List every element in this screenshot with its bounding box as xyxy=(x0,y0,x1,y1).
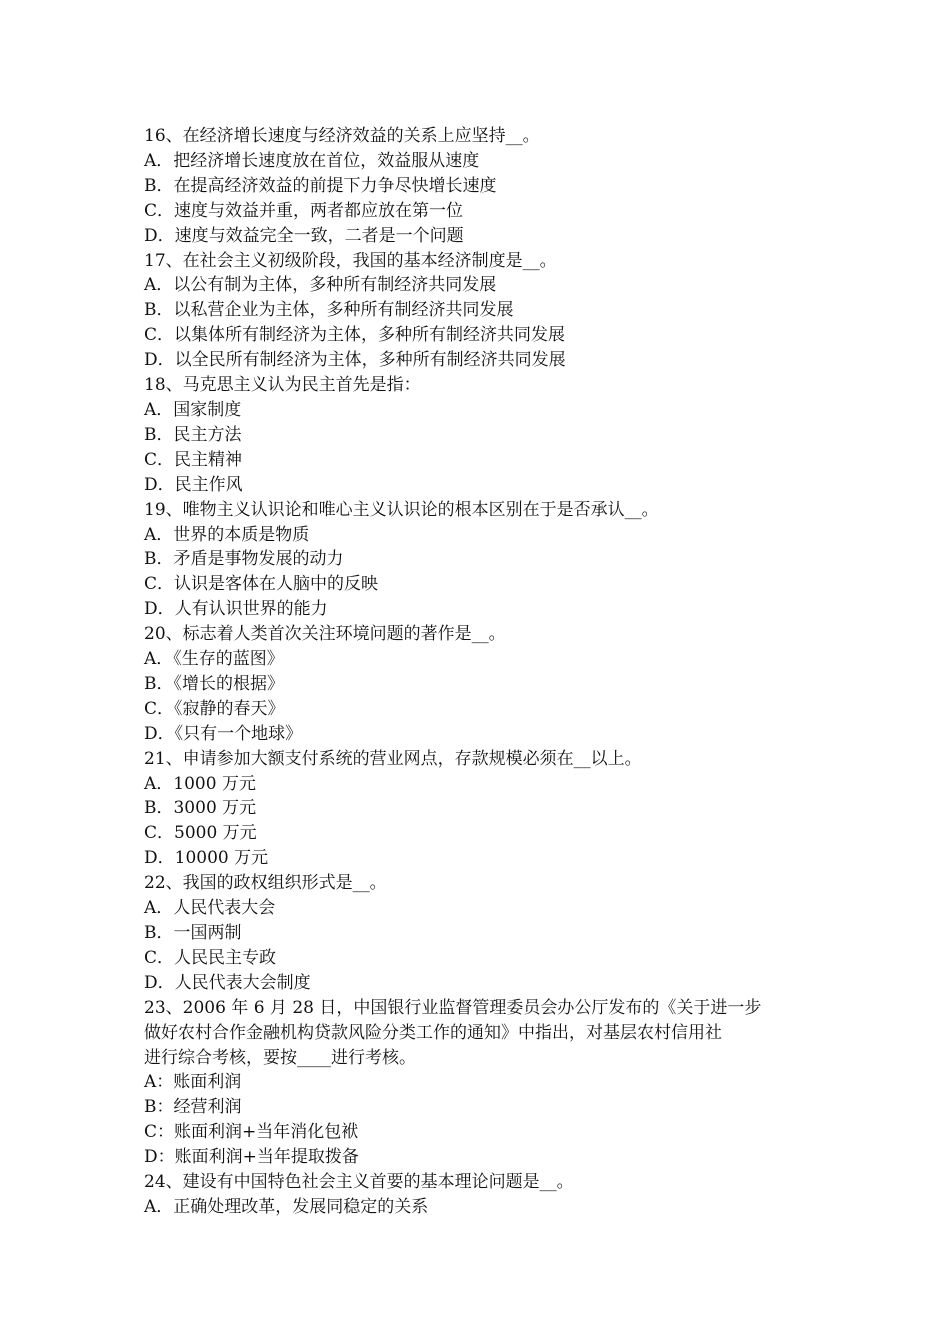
option-c: C：账面利润+当年消化包袱 xyxy=(144,1122,359,1143)
document-page xyxy=(144,124,824,1220)
question-stem: 22、我国的政权组织形式是__。 xyxy=(144,873,387,894)
option-a: A．把经济增长速度放在首位，效益服从速度 xyxy=(144,150,480,171)
option-b: B．在提高经济效益的前提下力争尽快增长速度 xyxy=(144,175,497,196)
option-a: A．1000 万元 xyxy=(144,773,256,794)
question-18 xyxy=(144,373,824,498)
option-b: B．《增长的根据》 xyxy=(144,673,284,694)
question-23 xyxy=(144,996,824,1170)
option-a: A．人民代表大会 xyxy=(144,898,276,919)
question-stem: 17、在社会主义初级阶段，我国的基本经济制度是__。 xyxy=(144,250,557,271)
option-d: D．速度与效益完全一致，二者是一个问题 xyxy=(144,225,464,246)
option-c: C．认识是客体在人脑中的反映 xyxy=(144,574,379,595)
option-b: B．3000 万元 xyxy=(144,798,257,819)
question-stem: 19、唯物主义认识论和唯心主义认识论的根本区别在于是否承认__。 xyxy=(144,499,659,520)
option-b: B．矛盾是事物发展的动力 xyxy=(144,549,344,570)
question-22 xyxy=(144,871,824,996)
question-stem: 24、建设有中国特色社会主义首要的基本理论问题是__。 xyxy=(144,1172,574,1193)
option-c: C．民主精神 xyxy=(144,449,243,470)
question-16 xyxy=(144,124,824,249)
question-stem: 18、马克思主义认为民主首先是指： xyxy=(144,375,421,396)
question-stem-line-3: 进行综合考核，要按____进行考核。 xyxy=(144,1047,416,1068)
option-b: B．以私营企业为主体，多种所有制经济共同发展 xyxy=(144,300,514,321)
question-20 xyxy=(144,622,824,747)
option-c: C．速度与效益并重，两者都应放在第一位 xyxy=(144,200,464,221)
option-d: D．以全民所有制经济为主体，多种所有制经济共同发展 xyxy=(144,350,566,371)
question-stem: 16、在经济增长速度与经济效益的关系上应坚持__。 xyxy=(144,126,540,146)
option-c: C．《寂静的春天》 xyxy=(144,698,285,719)
option-a: A：账面利润 xyxy=(144,1072,242,1093)
option-a: A．国家制度 xyxy=(144,399,242,420)
option-b: B：经营利润 xyxy=(144,1097,242,1118)
option-d: D：账面利润+当年提取拨备 xyxy=(144,1147,359,1168)
option-d: D．人有认识世界的能力 xyxy=(144,599,328,620)
option-d: D．人民代表大会制度 xyxy=(144,972,311,993)
question-stem: 20、标志着人类首次关注环境问题的著作是__。 xyxy=(144,624,506,645)
option-a: A．《生存的蓝图》 xyxy=(144,649,284,670)
option-d: D．《只有一个地球》 xyxy=(144,723,303,744)
option-c: C．5000 万元 xyxy=(144,823,257,844)
question-17 xyxy=(144,249,824,374)
question-stem-line-1: 23、2006 年 6 月 28 日，中国银行业监督管理委员会办公厅发布的《关于进一步 xyxy=(144,997,762,1018)
question-stem: 21、申请参加大额支付系统的营业网点，存款规模必须在__以上。 xyxy=(144,748,642,769)
question-stem-line-2: 做好农村合作金融机构贷款风险分类工作的通知》中指出，对基层农村信用社 xyxy=(144,1022,722,1043)
option-a: A．世界的本质是物质 xyxy=(144,524,310,545)
option-b: B．民主方法 xyxy=(144,424,242,445)
question-21 xyxy=(144,747,824,872)
option-c: C．以集体所有制经济为主体，多种所有制经济共同发展 xyxy=(144,325,566,346)
option-c: C．人民民主专政 xyxy=(144,947,277,968)
option-a: A．正确处理改革，发展同稳定的关系 xyxy=(144,1196,429,1217)
option-d: D．民主作风 xyxy=(144,474,243,495)
option-a: A．以公有制为主体，多种所有制经济共同发展 xyxy=(144,275,497,296)
option-d: D．10000 万元 xyxy=(144,848,269,869)
option-b: B．一国两制 xyxy=(144,923,242,943)
question-24 xyxy=(144,1170,824,1220)
question-19 xyxy=(144,498,824,623)
